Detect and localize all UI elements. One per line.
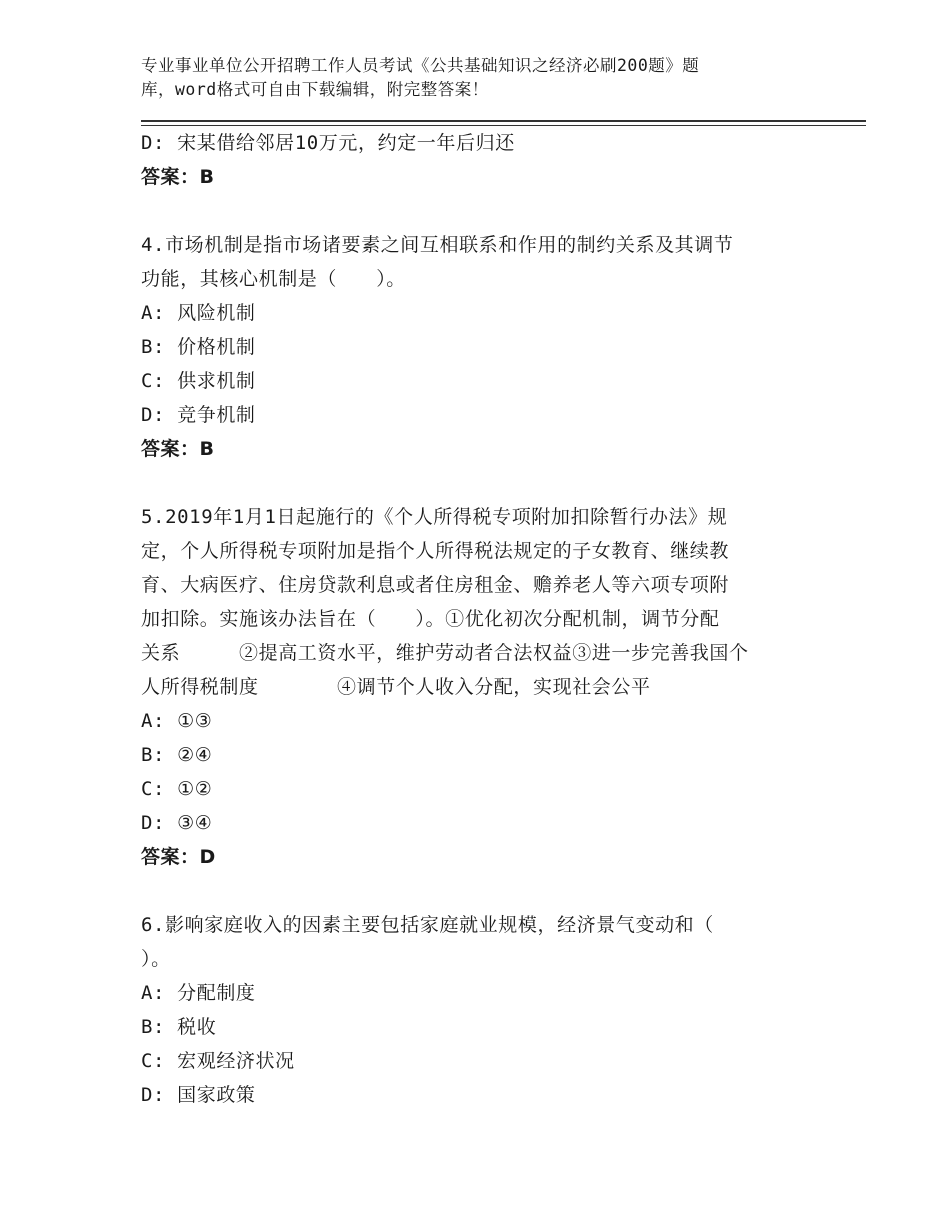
header-line-2: 库，word格式可自由下载编辑，附完整答案！ <box>141 80 489 99</box>
answer-label: 答案：D <box>141 846 216 868</box>
question-stem-line: 4.市场机制是指市场诸要素之间互相联系和作用的制约关系及其调节 <box>141 234 734 256</box>
option-a: A: ①③ <box>141 710 213 732</box>
document-body <box>141 126 821 1112</box>
option-b: B: 税收 <box>141 1016 217 1038</box>
option-d: D: 国家政策 <box>141 1084 256 1106</box>
question-stem-line: 功能，其核心机制是（ ）。 <box>141 268 406 290</box>
option-c: C: 供求机制 <box>141 370 256 392</box>
header-line-1: 专业事业单位公开招聘工作人员考试《公共基础知识之经济必刷200题》题 <box>141 56 700 75</box>
answer-label: 答案：B <box>141 438 215 460</box>
option-b: B: 价格机制 <box>141 336 256 358</box>
option-d: D: 宋某借给邻居10万元，约定一年后归还 <box>141 132 515 154</box>
option-d: D: 竞争机制 <box>141 404 256 426</box>
spacer <box>141 874 821 908</box>
question-stem-line: 关系 ②提高工资水平，维护劳动者合法权益③进一步完善我国个 <box>141 642 749 664</box>
question-stem-line: 6.影响家庭收入的因素主要包括家庭就业规模，经济景气变动和（ <box>141 914 714 936</box>
question-stem-line: 5.2019年1月1日起施行的《个人所得税专项附加扣除暂行办法》规 <box>141 506 728 528</box>
option-d: D: ③④ <box>141 812 213 834</box>
option-a: A: 分配制度 <box>141 982 256 1004</box>
answer-label: 答案：B <box>141 166 215 188</box>
spacer <box>141 466 821 500</box>
question-stem-line: ）。 <box>141 948 171 970</box>
option-c: C: ①② <box>141 778 213 800</box>
option-b: B: ②④ <box>141 744 213 766</box>
question-stem-line: 加扣除。实施该办法旨在（ ）。①优化初次分配机制，调节分配 <box>141 608 720 630</box>
spacer <box>141 194 821 228</box>
option-c: C: 宏观经济状况 <box>141 1050 295 1072</box>
question-stem-line: 育、大病医疗、住房贷款利息或者住房租金、赡养老人等六项专项附 <box>141 574 730 596</box>
question-6 <box>141 908 821 1112</box>
question-5 <box>141 500 821 874</box>
question-4 <box>141 228 821 466</box>
question-3 <box>141 126 821 194</box>
question-stem-line: 定，个人所得税专项附加是指个人所得税法规定的子女教育、继续教 <box>141 540 730 562</box>
option-a: A: 风险机制 <box>141 302 256 324</box>
document-header <box>141 54 801 102</box>
question-stem-line: 人所得税制度 ④调节个人收入分配，实现社会公平 <box>141 676 651 698</box>
